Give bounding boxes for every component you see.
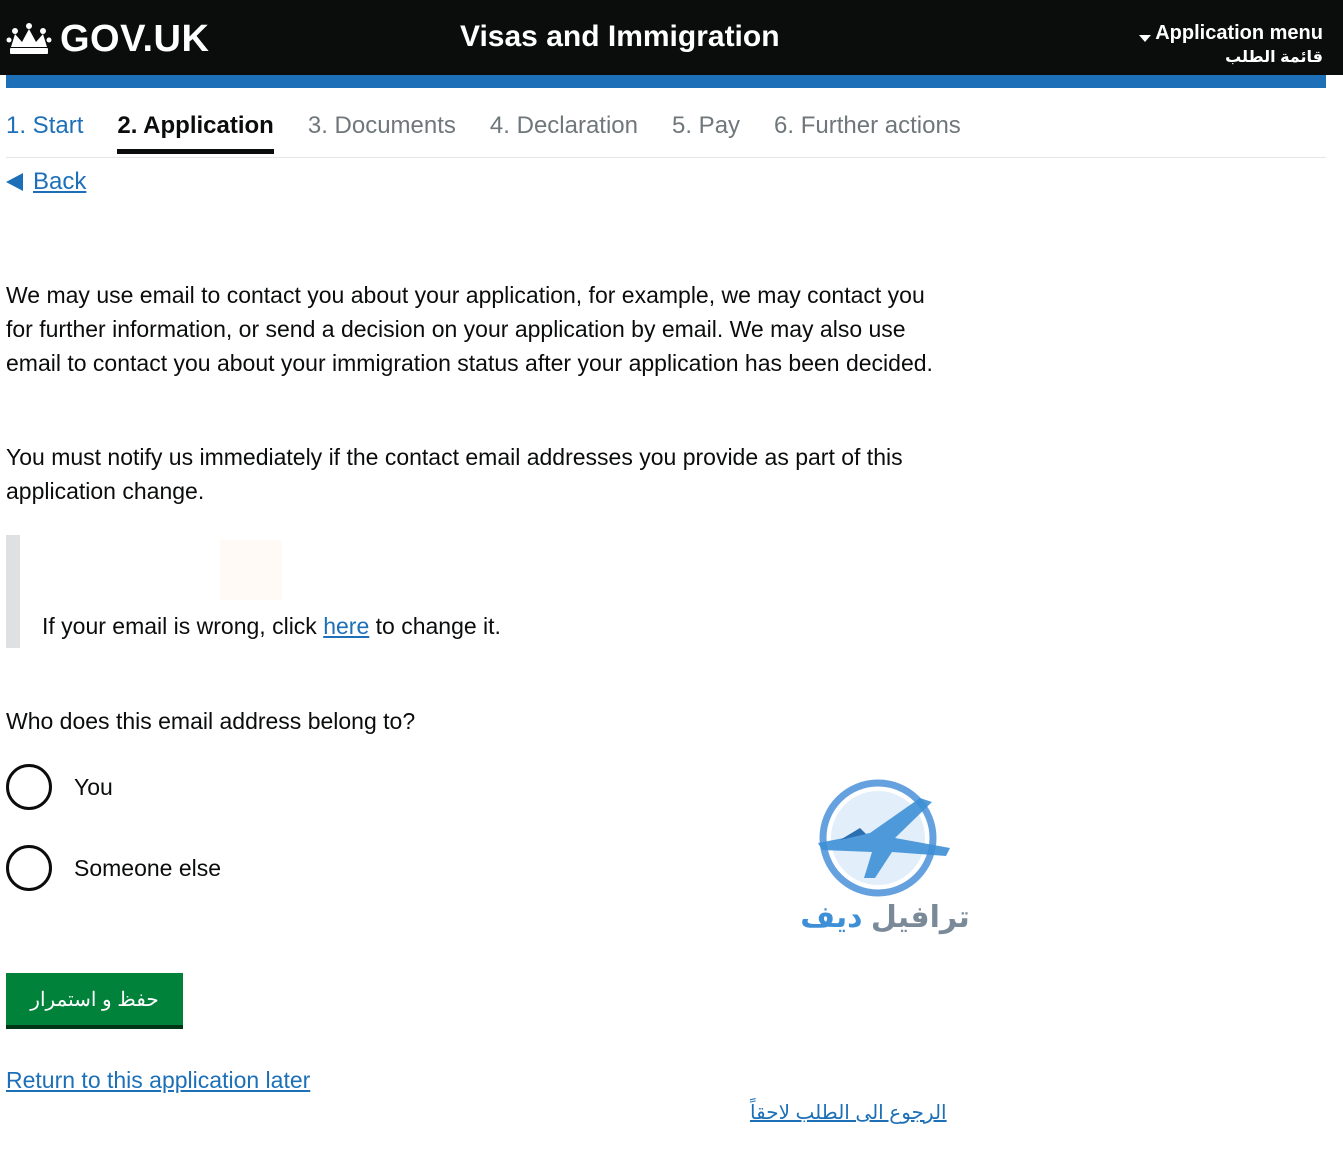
step-declaration: 4. Declaration (489, 112, 638, 139)
site-header (0, 0, 1343, 75)
logo-text: GOV.UK (60, 18, 210, 60)
notify-paragraph: You must notify us immediately if the contact email addresses you provide as part of this application change. (6, 444, 903, 504)
back-link[interactable]: Back (33, 168, 87, 195)
radio-you[interactable] (6, 764, 113, 810)
crown-icon (6, 22, 52, 58)
step-documents: 3. Documents (307, 112, 456, 139)
radio-circle-someone-else[interactable] (6, 845, 52, 891)
caret-down-icon (1139, 35, 1151, 42)
note-text-after: to change it. (369, 613, 501, 639)
return-later-link-ar[interactable]: الرجوع الى الطلب لاحقاً (750, 1102, 947, 1124)
email-owner-question: Who does this email address belong to? (6, 708, 416, 734)
application-menu[interactable] (1139, 22, 1323, 67)
email-inset (6, 535, 920, 648)
govuk-logo[interactable] (6, 18, 209, 61)
watermark-logo (800, 778, 970, 943)
service-name[interactable]: Visas and Immigration (460, 20, 780, 53)
watermark-text-grey: ترافيل (870, 901, 970, 934)
back-link-container (6, 168, 86, 196)
application-menu-label: Application menu (1155, 22, 1323, 44)
airplane-logo-icon (800, 778, 970, 903)
step-start[interactable]: 1. Start (6, 112, 84, 139)
step-pay: 5. Pay (672, 112, 741, 139)
note-text-before: If your email is wrong, click (42, 613, 324, 639)
radio-label-you[interactable]: You (74, 773, 113, 800)
header-accent-bar (6, 75, 1326, 88)
radio-someone-else[interactable] (6, 845, 221, 891)
radio-circle-you[interactable] (6, 764, 52, 810)
back-arrow-icon (6, 173, 23, 191)
email-wrong-note (42, 613, 501, 640)
radio-label-someone-else[interactable]: Someone else (74, 854, 222, 881)
application-menu-label-ar: قائمة الطلب (1225, 49, 1323, 66)
email-display-area (220, 540, 282, 600)
return-later-link[interactable]: Return to this application later (6, 1067, 311, 1093)
watermark-text-blue: ديف (800, 901, 863, 934)
watermark-text (800, 900, 970, 935)
email-use-paragraph: We may use email to contact you about your application, for example, we may contact you for further information, or send a decision on your application by email. We may also use email to contact you about your immigration status after your application has been decided. (6, 282, 933, 376)
progress-steps (6, 112, 1326, 158)
step-further-actions: 6. Further actions (774, 112, 961, 139)
save-continue-button[interactable]: حفظ و استمرار (6, 973, 183, 1029)
step-application: 2. Application (117, 112, 273, 154)
change-email-link[interactable]: here (323, 613, 370, 639)
